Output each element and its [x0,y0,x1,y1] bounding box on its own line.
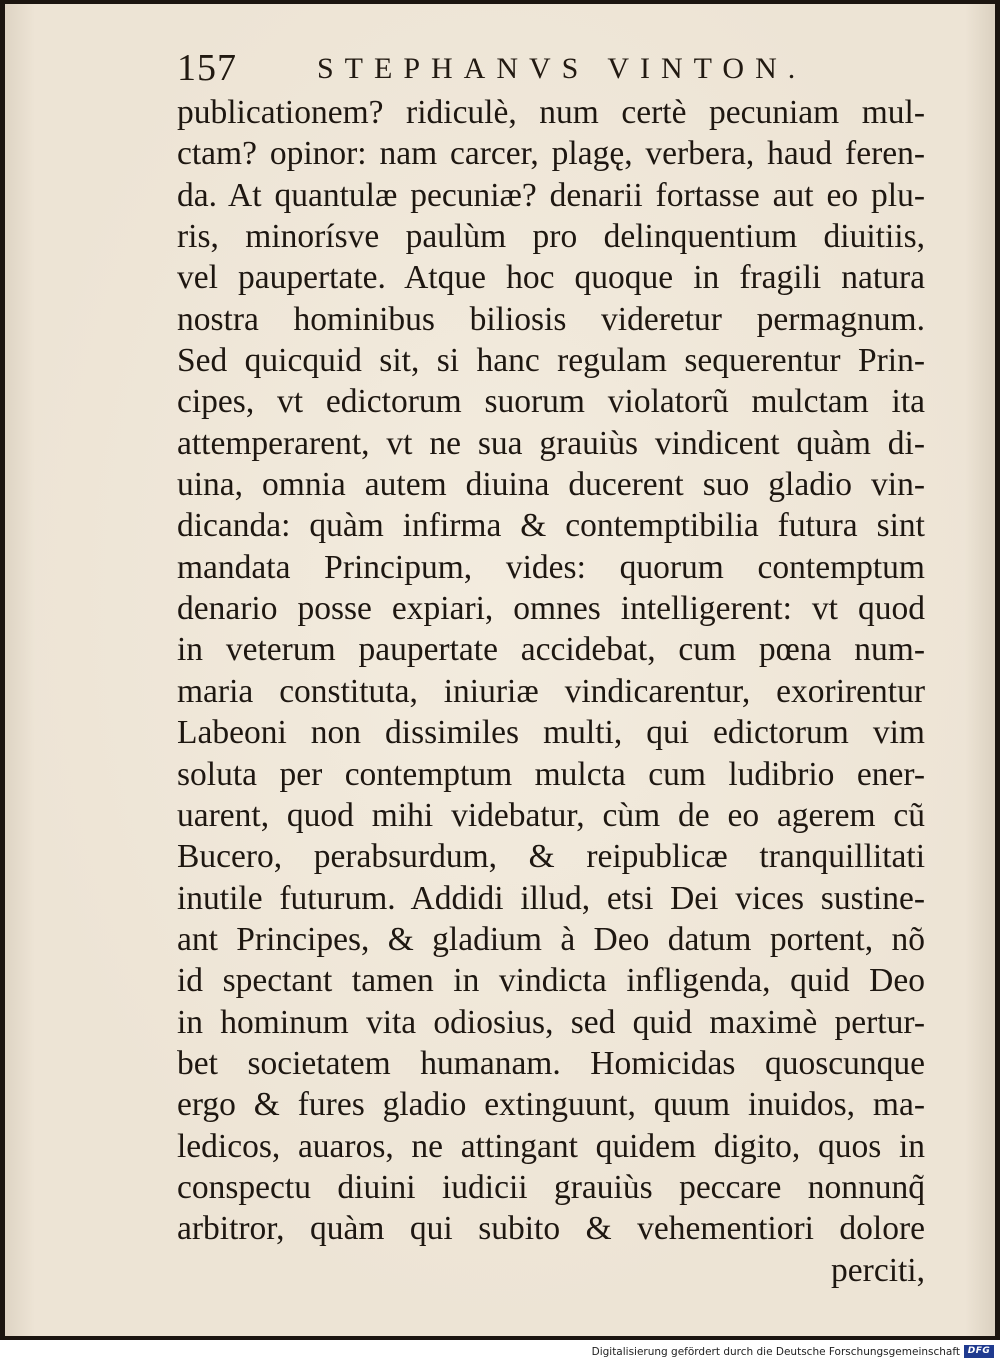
text-line: inutile futurum. Addidi illud, etsi Dei vices sustine- [177,879,925,917]
text-line: soluta per contemptum mulcta cum ludibrio ener- [177,755,925,793]
text-line: vel paupertate. Atque hoc quoque in fragili natura [177,259,925,297]
text-line: Sed quicquid sit, si hanc regulam sequerentur Prin- [177,342,925,380]
text-line: publicationem? ridiculè, num certè pecuniam mul- [177,94,925,131]
text-line: Labeoni non dissimiles multi, qui edictorum vim [177,714,925,752]
text-line: ant Principes, & gladium à Deo datum portent, nõ [177,920,925,958]
text-line: in veterum paupertate accidebat, cum pœna num- [177,631,925,669]
text-line: bet societatem humanam. Homicidas quoscunque [177,1044,925,1082]
text-line: conspectu diuini iudicii grauiùs peccare nonnunq̃ [177,1168,925,1206]
text-line: denario posse expiari, omnes intelligerent: vt quod [177,590,925,628]
dfg-logo: DFG [964,1345,994,1358]
text-line: attemperarent, vt ne sua grauiùs vindicent quàm di- [177,424,925,462]
text-line: in hominum vita odiosius, sed quid maximè pertur- [177,1003,925,1041]
page-number: 157 [177,47,237,89]
text-line: ris, minorísve paulùm pro delinquentium diuitiis, [177,218,925,256]
page-header [177,44,937,94]
text-line: uarent, quod mihi videbatur, cùm de eo agerem cũ [177,796,925,834]
text-line: mandata Principum, vides: quorum contemptum [177,548,925,586]
text-line: id spectant tamen in vindicta infligenda, quid Deo [177,962,925,1000]
funding-credit: Digitalisierung gefördert durch die Deutsche Forschungsgemeinschaft [591,1346,960,1358]
text-line: ctam? opinor: nam carcer, plagę, verbera, haud feren- [177,135,925,173]
text-line: ledicos, auaros, ne attingant quidem digito, quos in [177,1127,925,1165]
book-page [5,4,995,1336]
body-text [177,92,925,1291]
footer-bar [0,1340,1000,1363]
text-line: da. At quantulæ pecuniæ? denarii fortasse aut eo plu- [177,176,925,214]
running-head: STEPHANVS VINTON. [317,52,807,85]
catchword-line: perciti, [831,1251,925,1289]
text-line: nostra hominibus biliosis videretur permagnum. [177,300,925,338]
text-line: uina, omnia autem diuina ducerent suo gladio vin- [177,466,925,504]
text-line: Bucero, perabsurdum, & reipublicæ tranquillitati [177,838,925,876]
text-line: maria constituta, iniuriæ vindicarentur, exorirentur [177,672,925,710]
text-line: ergo & fures gladio extinguunt, quum inuidos, ma- [177,1086,925,1124]
text-line: dicanda: quàm infirma & contemptibilia futura sint [177,507,925,545]
text-line: cipes, vt edictorum suorum violatorũ mulctam ita [177,383,925,421]
text-line: arbitror, quàm qui subito & vehementiori dolore [177,1210,925,1248]
